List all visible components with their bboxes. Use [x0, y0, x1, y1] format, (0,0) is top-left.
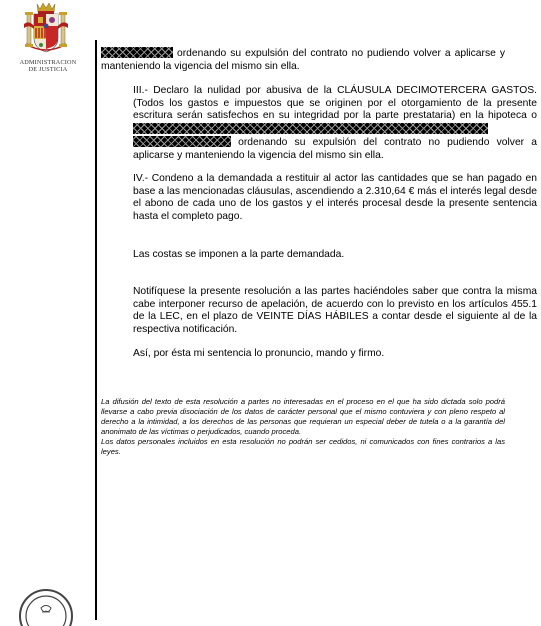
redacted-block — [101, 47, 173, 58]
paragraph-text: Notifíquese la presente resolución a las partes haciéndoles saber que contra la misma cabe interponer recurso de apelación, de acuerdo con lo previsto en los artículos 455.1 de la LEC, en el plazo de VEINTE DÍAS HÁBILES a contar desde el siguiente al de la respectiva notificación. — [133, 286, 537, 335]
redacted-block — [133, 136, 231, 147]
margin-rule — [95, 40, 97, 620]
paragraph-condena — [101, 173, 537, 223]
logo-caption — [8, 59, 88, 73]
paragraph-nulidad — [101, 85, 537, 163]
paragraph-text: Así, por ésta mi sentencia lo pronuncio, mando y firmo. — [133, 348, 385, 359]
paragraph-text: Las costas se imponen a la parte demandada. — [133, 249, 345, 260]
logo-caption-line-1: ADMINISTRACION — [19, 59, 77, 66]
notice-line-2: Los datos personales incluidos en esta resolución no podrán ser cedidos, ni comunicados con fines contrarios a las leyes. — [101, 436, 505, 456]
data-protection-notice — [101, 397, 505, 456]
paragraph-expulsion — [101, 47, 505, 73]
notice-line-1: La difusión del texto de esta resolución a partes no interesadas en el proceso en el que ha sido dictada solo podrá llevarse a cabo previa disociación de los datos de carácter personal que el mismo contuviera y con pleno respeto al derecho a la intimidad, a los derechos de las personas que requieran un especial deber de tutela o a la garantía del anonimato de las víctimas o perjudicados, cuando proceda. — [101, 397, 505, 436]
redacted-block — [133, 123, 488, 134]
seal-icon — [17, 586, 75, 626]
paragraph-costas — [101, 249, 537, 262]
paragraph-text: ordenando su expulsión del contrato no pudiendo volver a aplicarse y manteniendo la vigencia del mismo sin ella. — [133, 137, 537, 161]
paragraph-firma — [101, 348, 537, 361]
paragraph-text: III.- Declaro la nulidad por abusiva de la CLÁUSULA DECIMOTERCERA GASTOS. (Todos los gastos e impuestos que se originen por el otorgamiento de la presente escritura serán satisfechos en su integridad por la parte prestataria) en la hipoteca o — [133, 85, 537, 122]
paragraph-text: IV.- Condeno a la demandada a restituir al actor las cantidades que se han pagado en base a las mencionadas cláusulas, ascendiendo a 2.310,64 € más el interés legal desde el abono de cada uno de los gastos y el interés procesal desde la presente sentencia hasta el completo pago. — [133, 173, 537, 222]
paragraph-text: ordenando su expulsión del contrato no pudiendo volver a aplicarse y manteniendo la vigencia del mismo sin ella. — [101, 48, 505, 72]
logo-caption-line-2: DE JUSTICIA — [28, 66, 68, 73]
paragraph-notificacion — [101, 286, 537, 336]
coat-of-arms-logo — [22, 0, 70, 60]
